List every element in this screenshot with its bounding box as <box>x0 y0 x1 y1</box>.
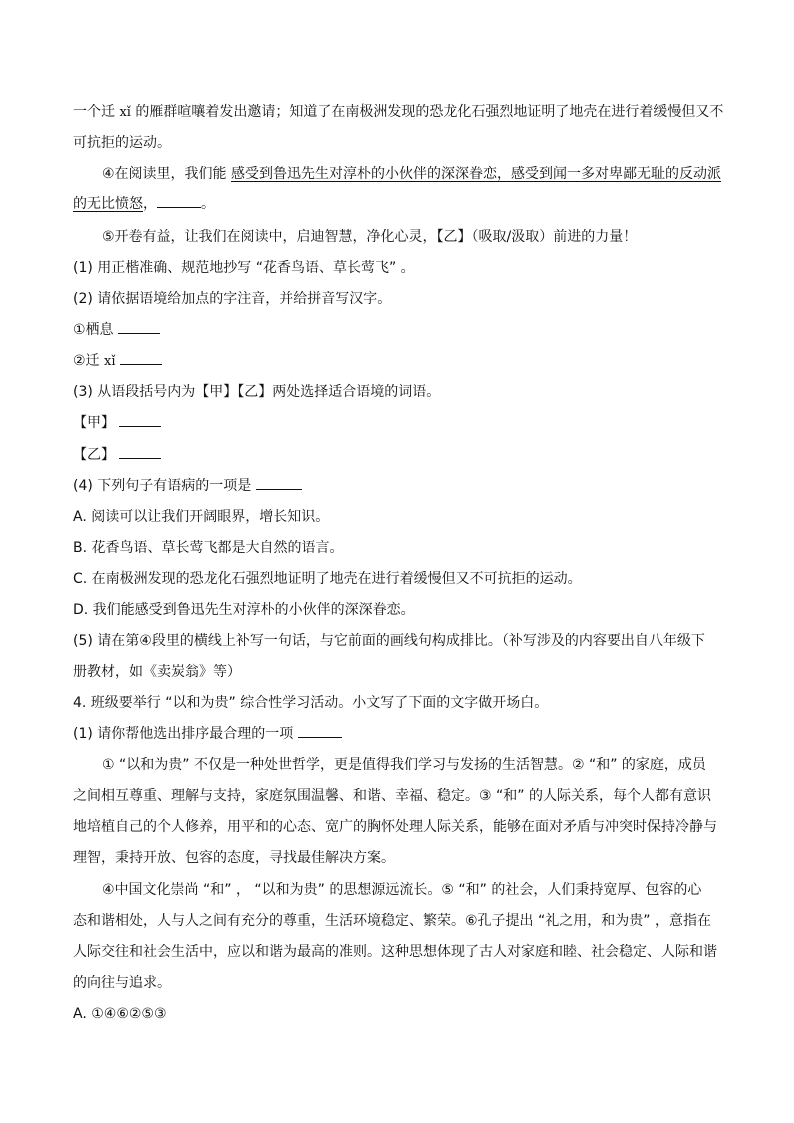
passage-text: 一个迁 <box>73 104 120 120</box>
paragraph-4-suffix: ， <box>143 196 157 212</box>
option-a: A. 阅读可以让我们开阔眼界，增长知识。 <box>73 509 330 525</box>
question-2-item-2 <box>73 352 733 371</box>
passage-line: 态和谐相处，人与人之间有充分的尊重，生活环境稳定、繁荣。⑥孔子提出 “礼之用，和为贵” ，意指在 <box>73 913 711 929</box>
paragraph-4-end: 。 <box>201 196 215 212</box>
question-3-yi <box>73 446 733 464</box>
question-2: (2) 请依据语境给加点的字注音，并给拼音写汉字。 <box>73 291 392 307</box>
answer-blank[interactable] <box>118 321 160 334</box>
question-5-line-1: (5) 请在第④段里的横线上补写一句话，与它前面的画线句构成排比。（补写涉及的内容要出自八年级下 <box>73 633 705 649</box>
passage-line: 人际交往和社会生活中，应以和谐为最高的准则。这种思想体现了古人对家庭和睦、社会稳定、人际和谐 <box>73 944 717 960</box>
option-c: C. 在南极洲发现的恐龙化石强烈地证明了地壳在进行着缓慢但又不可抗拒的运动。 <box>73 571 582 587</box>
paragraph-4-prefix: ④在阅读里，我们能 <box>102 166 232 182</box>
question-4 <box>73 477 733 495</box>
question-3-jia <box>73 414 733 432</box>
passage-line <box>73 103 733 122</box>
passage-line: 的向往与追求。 <box>73 975 171 991</box>
question-5-line-2: 册教材，如《卖炭翁》等） <box>73 664 241 680</box>
passage-line: 之间相互尊重、理解与支持，家庭氛围温馨、和谐、幸福、稳定。③ “和” 的人际关系，每个人都有意识 <box>73 788 711 804</box>
question-text: (1) 请你帮他选出排序最合理的一项 <box>73 726 294 742</box>
item-label: 【甲】 <box>73 415 115 431</box>
passage-line: 理智，秉持开放、包容的态度，寻找最佳解决方案。 <box>73 850 395 866</box>
section-4-question-1 <box>73 725 733 743</box>
option-b: B. 花香鸟语、草长莺飞都是大自然的语言。 <box>73 540 344 556</box>
pinyin-text: xǐ <box>119 105 131 120</box>
answer-blank[interactable] <box>119 446 161 459</box>
section-4-title: 4. 班级要举行 “以和为贵” 综合性学习活动。小文写了下面的文字做开场白。 <box>73 695 549 711</box>
pinyin-text: xǐ <box>104 354 116 369</box>
item-label: ②迁 <box>73 353 105 369</box>
question-3: (3) 从语段括号内为【甲】【乙】两处选择适合语境的词语。 <box>73 384 441 400</box>
question-text: (4) 下列句子有语病的一项是 <box>73 478 252 494</box>
answer-blank[interactable] <box>298 725 342 738</box>
passage-line: 可抗拒的运动。 <box>73 135 171 151</box>
answer-blank[interactable] <box>119 414 161 427</box>
item-label: ①栖息 <box>73 322 114 338</box>
answer-blank[interactable] <box>256 477 302 490</box>
option-a: A. ①④⑥②⑤③ <box>73 1006 167 1022</box>
paragraph-5: ⑤开卷有益，让我们在阅读中，启迪智慧，净化心灵，【乙】（吸取/汲取）前进的力量！ <box>102 229 638 245</box>
passage-text: 的雁群喧嚷着发出邀请；知道了在南极洲发现的恐龙化石强烈地证明了地壳在进行着缓慢但又不 <box>130 104 724 120</box>
question-1: (1) 用正楷准确、规范地抄写 “花香鸟语、草长莺飞” 。 <box>73 260 415 276</box>
question-2-item-1 <box>73 321 733 339</box>
answer-blank[interactable] <box>157 195 201 208</box>
underlined-sentence: 感受到鲁迅先生对淳朴的小伙伴的深深眷恋，感受到闻一多对卑鄙无耻的反动派 <box>231 166 722 182</box>
paragraph-4-line-2 <box>73 195 733 213</box>
underlined-sentence: 的无比愤怒 <box>73 196 143 212</box>
option-d: D. 我们能感受到鲁迅先生对淳朴的小伙伴的深深眷恋。 <box>73 602 415 618</box>
item-label: 【乙】 <box>73 447 115 463</box>
passage-line: ④中国文化崇尚 “和” ， “以和为贵” 的思想源远流长。⑤ “和” 的社会，人们秉持宽厚、包容的心 <box>102 882 702 898</box>
passage-line: 地培植自己的个人修养，用平和的心态、宽广的胸怀处理人际关系，能够在面对矛盾与冲突时保持冷静与 <box>73 819 717 835</box>
answer-blank[interactable] <box>120 352 162 365</box>
passage-line: ① “以和为贵” 不仅是一种处世哲学，更是值得我们学习与发扬的生活智慧。② “和” 的家庭，成员 <box>102 757 706 773</box>
paragraph-4-line-1 <box>102 165 733 183</box>
